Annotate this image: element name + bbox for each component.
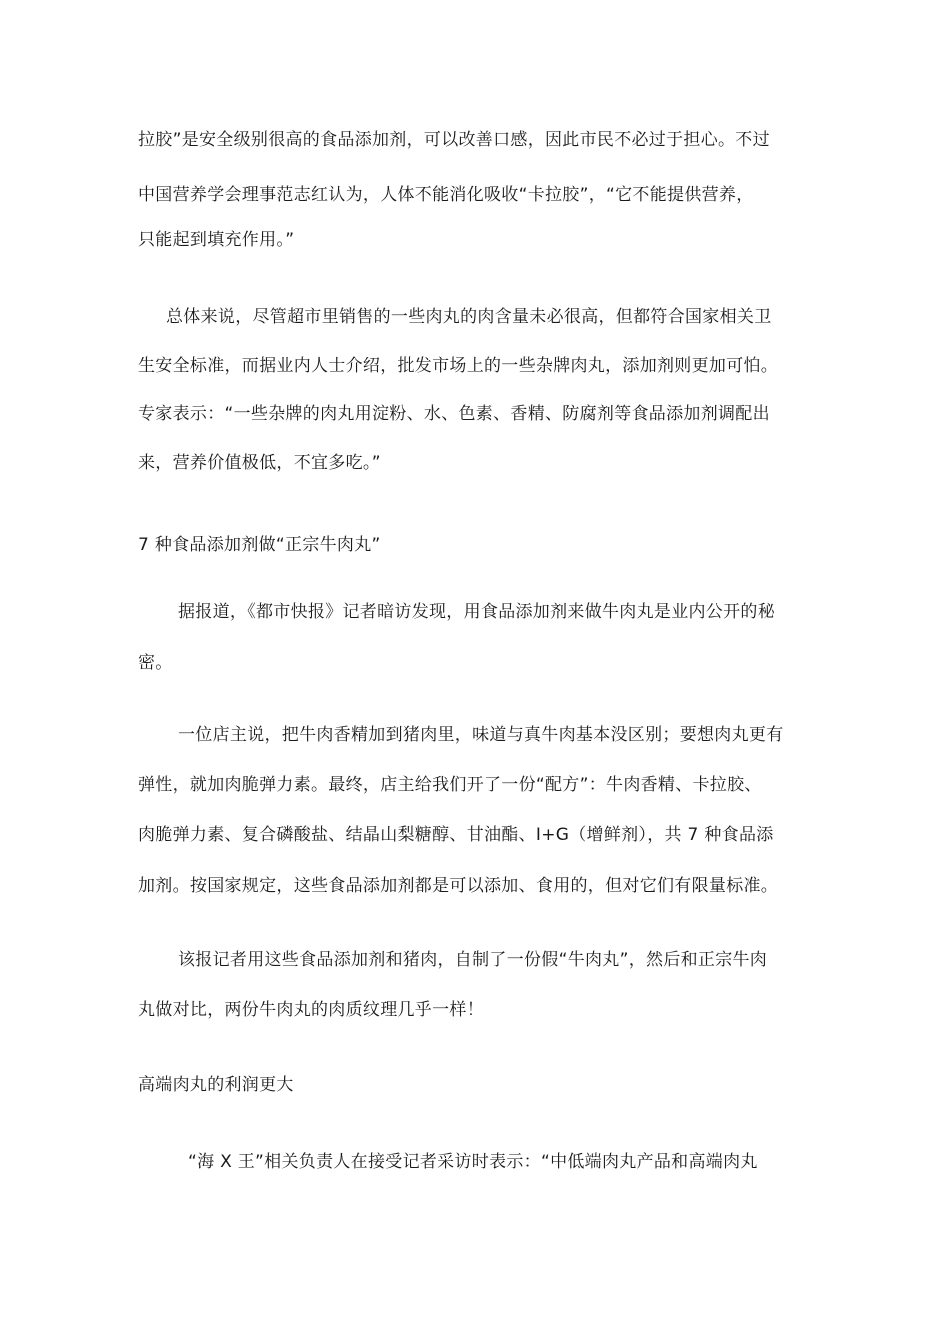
section-heading-2: 高端肉丸的利润更大 <box>138 1075 294 1095</box>
paragraph-2-line-3: 专家表示：“一些杂牌的肉丸用淀粉、水、色素、香精、防腐剂等食品添加剂调配出 <box>138 404 770 424</box>
paragraph-1-line-3: 只能起到填充作用。” <box>138 230 295 250</box>
section-heading-1: 7 种食品添加剂做“正宗牛肉丸” <box>138 535 381 555</box>
paragraph-4-line-2: 弹性，就加肉脆弹力素。最终，店主给我们开了一份“配方”：牛肉香精、卡拉胶、 <box>138 775 762 795</box>
paragraph-6-line-1: “海 X 王”相关负责人在接受记者采访时表示：“中低端肉丸产品和高端肉丸 <box>188 1152 758 1172</box>
paragraph-2-line-2: 生安全标准，而据业内人士介绍，批发市场上的一些杂牌肉丸，添加剂则更加可怕。 <box>138 356 779 376</box>
paragraph-2-line-4: 来，营养价值极低，不宜多吃。” <box>138 453 381 473</box>
paragraph-3-line-2: 密。 <box>138 653 173 673</box>
paragraph-1-line-2: 中国营养学会理事范志红认为，人体不能消化吸收“卡拉胶”，“它不能提供营养， <box>138 185 754 205</box>
paragraph-4-line-3: 肉脆弹力素、复合磷酸盐、结晶山梨糖醇、甘油酯、I+G（增鲜剂），共 7 种食品添 <box>138 825 774 845</box>
paragraph-3-line-1: 据报道，《都市快报》记者暗访发现，用食品添加剂来做牛肉丸是业内公开的秘 <box>178 602 775 622</box>
paragraph-5-line-2: 丸做对比，两份牛肉丸的肉质纹理几乎一样！ <box>138 1000 484 1020</box>
paragraph-5-line-1: 该报记者用这些食品添加剂和猪肉，自制了一份假“牛肉丸”，然后和正宗牛肉 <box>178 950 768 970</box>
paragraph-1-line-1: 拉胶”是安全级别很高的食品添加剂，可以改善口感，因此市民不必过于担心。不过 <box>138 130 770 150</box>
paragraph-4-line-4: 加剂。按国家规定，这些食品添加剂都是可以添加、食用的，但对它们有限量标准。 <box>138 876 779 896</box>
paragraph-2-line-1: 总体来说，尽管超市里销售的一些肉丸的肉含量未必很高，但都符合国家相关卫 <box>166 307 772 327</box>
paragraph-4-line-1: 一位店主说，把牛肉香精加到猪肉里，味道与真牛肉基本没区别；要想肉丸更有 <box>178 725 784 745</box>
